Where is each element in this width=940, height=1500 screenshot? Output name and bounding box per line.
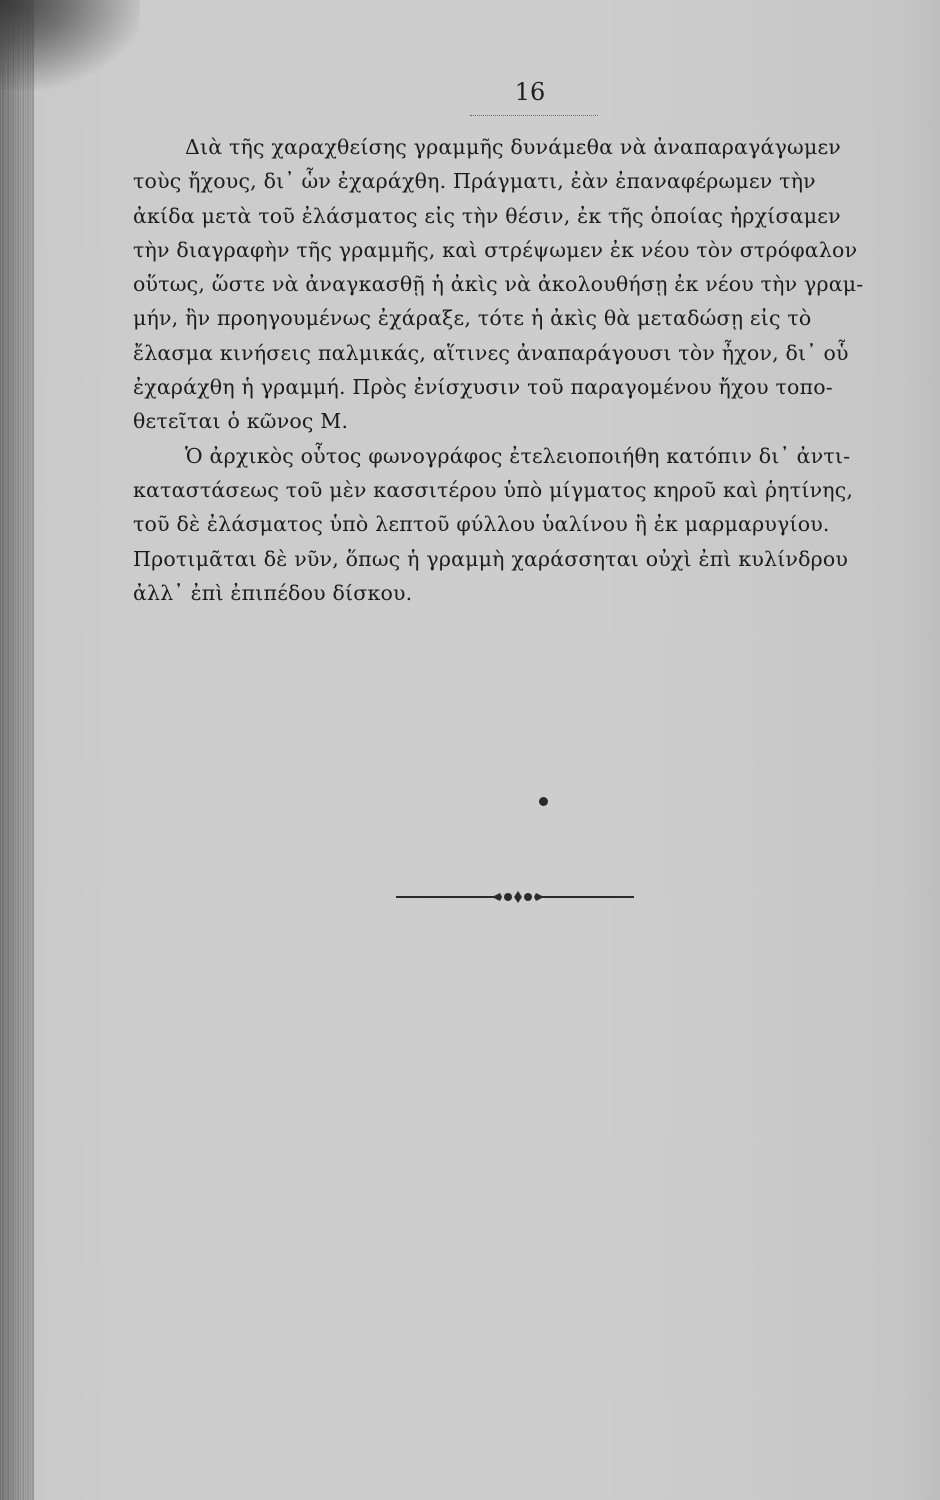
- ink-spot: [539, 797, 548, 806]
- text-line: θετεῖται ὁ κῶνος Μ.: [133, 409, 349, 434]
- text-line: μήν, ἣν προηγουμένως ἐχάραξε, τότε ἡ ἀκὶς θὰ μεταδώσῃ εἰς τὸ: [133, 306, 812, 331]
- end-ornament: [396, 887, 634, 907]
- page-number: 16: [514, 78, 546, 106]
- text-line: Ὁ ἀρχικὸς οὗτος φωνογράφος ἐτελειοποιήθη κατόπιν δι᾽ ἀντι-: [185, 443, 851, 468]
- ornament-glyph-icon: [492, 887, 544, 907]
- text-line: ἔλασμα κινήσεις παλμικάς, αἵτινες ἀναπαράγουσι τὸν ἦχον, δι᾽ οὗ: [133, 340, 849, 365]
- text-line: ἀλλ᾽ ἐπὶ ἐπιπέδου δίσκου.: [133, 580, 413, 605]
- text-line: Προτιμᾶται δὲ νῦν, ὅπως ἡ γραμμὴ χαράσσηται οὐχὶ ἐπὶ κυλίνδρου: [133, 546, 849, 571]
- ornament-rule-left: [396, 896, 494, 898]
- page-edges: [0, 0, 34, 1500]
- text-line: τὴν διαγραφὴν τῆς γραμμῆς, καὶ στρέψωμεν ἐκ νέου τὸν στρόφαλον: [133, 237, 858, 262]
- text-line: τοῦ δὲ ἐλάσματος ὑπὸ λεπτοῦ φύλλου ὑαλίνου ἢ ἐκ μαρμαρυγίου.: [133, 512, 830, 537]
- body-text: [133, 130, 923, 610]
- text-line: ἀκίδα μετὰ τοῦ ἐλάσματος εἰς τὴν θέσιν, ἐκ τῆς ὁποίας ἠρχίσαμεν: [133, 203, 841, 228]
- corner-shadow: [0, 0, 140, 90]
- text-line: καταστάσεως τοῦ μὲν κασσιτέρου ὑπὸ μίγματος κηροῦ καὶ ῥητίνης,: [133, 477, 854, 502]
- text-line: ἐχαράχθη ἡ γραμμή. Πρὸς ἐνίσχυσιν τοῦ παραγομένου ἤχου τοπο-: [133, 375, 833, 400]
- text-line: Διὰ τῆς χαραχθείσης γραμμῆς δυνάμεθα νὰ ἀναπαραγάγωμεν: [185, 135, 841, 159]
- ornament-rule-right: [542, 896, 634, 898]
- text-line: οὕτως, ὥστε νὰ ἀναγκασθῇ ἡ ἀκὶς νὰ ἀκολουθήσῃ ἐκ νέου τὴν γραμ-: [133, 272, 864, 297]
- text-line: τοὺς ἤχους, δι᾽ ὧν ἐχαράχθη. Πράγματι, ἐὰν ἐπαναφέρωμεν τὴν: [133, 169, 816, 194]
- page-number-rule: [470, 115, 598, 116]
